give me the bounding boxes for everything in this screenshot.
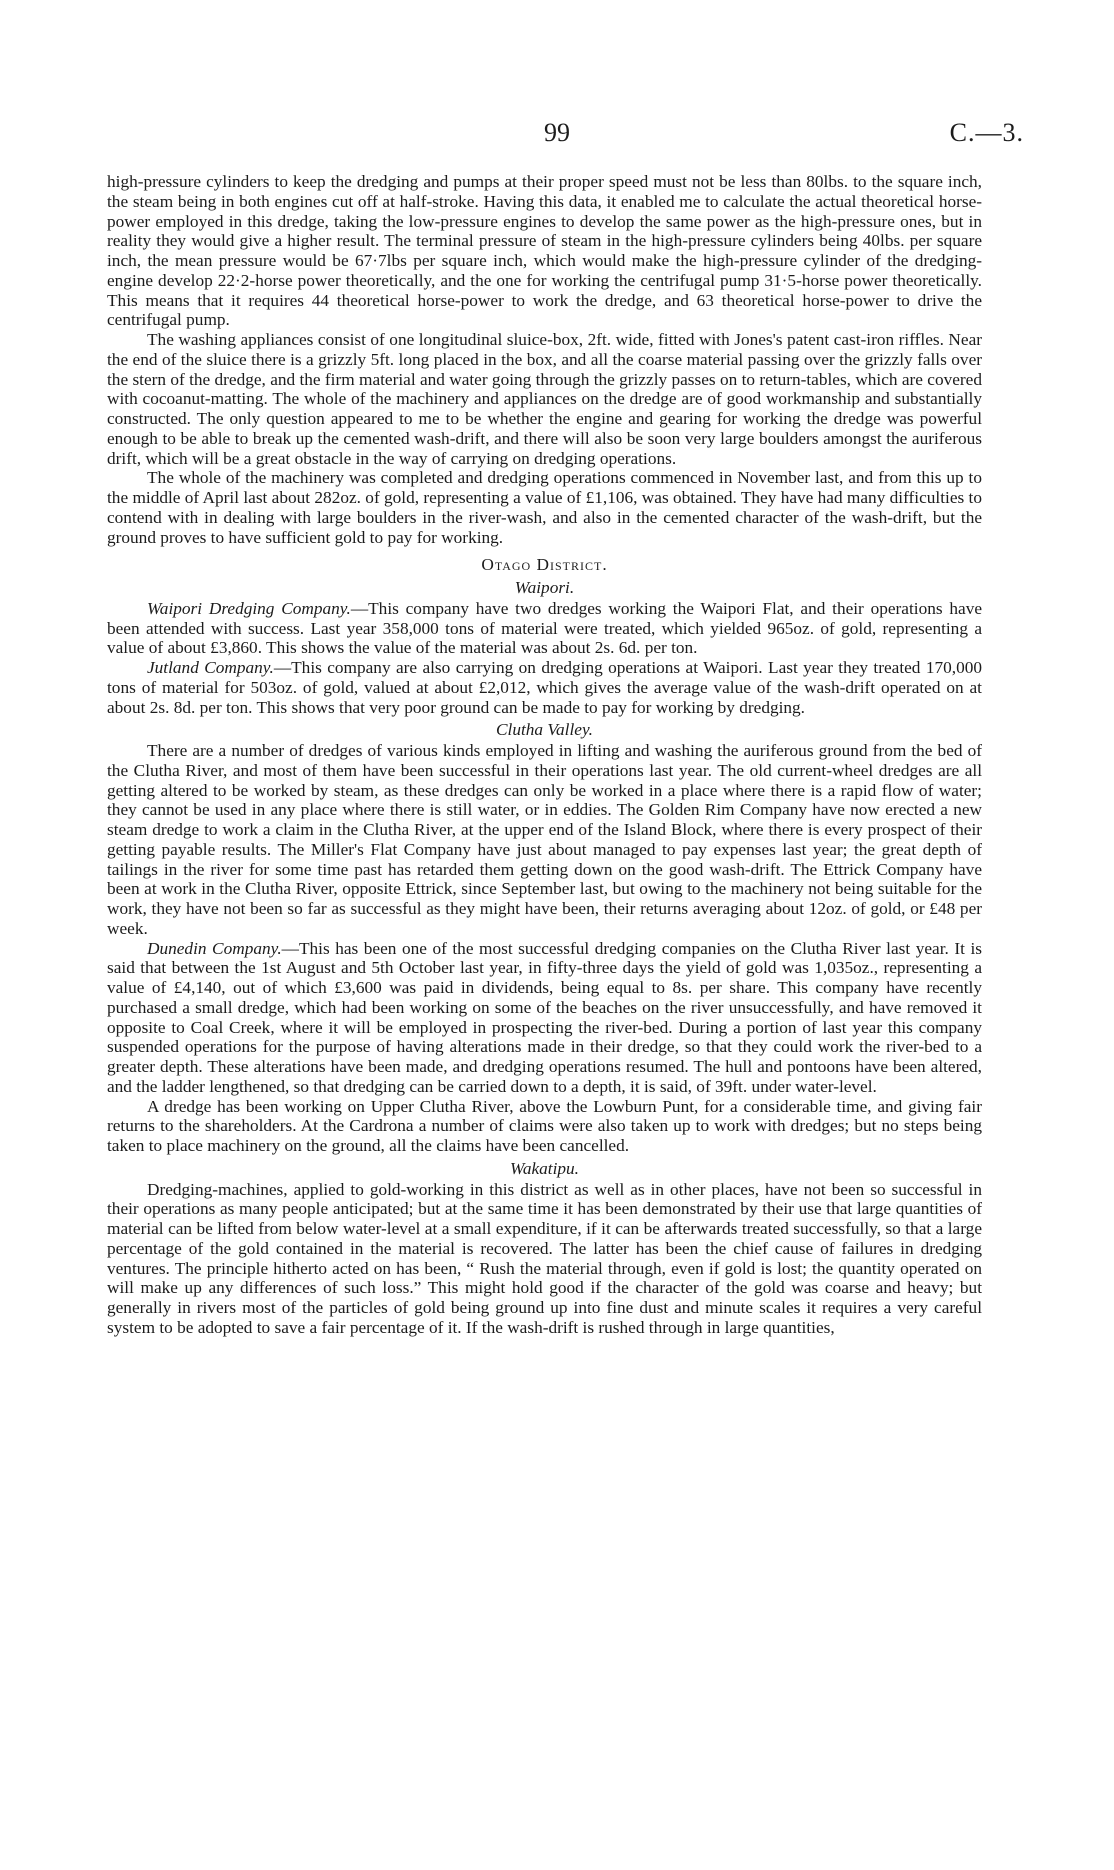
- paragraph-clutha-dredges: There are a number of dredges of various kinds employed in lifting and washing the auriferous ground from the bed of the Clutha River, and most of them have been successful in their operations last year. The old current-wheel dredges are all getting altered to be worked by steam, as these dredges can only be worked in a place where there is a rapid flow of water; they cannot be used in any place where there is still water, or in eddies. The Golden Rim Company have now erected a new steam dredge to work a claim in the Clutha River, at the upper end of the Island Block, where there is every prospect of their getting payable results. The Miller's Flat Company have just about managed to pay expenses last year; the great depth of tailings in the river for some time past has retarded them getting down on the good wash-drift. The Ettrick Company have been at work in the Clutha River, opposite Ettrick, since September last, but owing to the machinery not being suitable for the work, they have not been so far as successful as they might have been, their returns averaging about 12oz. of gold, or £48 per week.: [107, 741, 982, 938]
- page-header: [0, 118, 1114, 158]
- paragraph-jutland-company: [107, 658, 982, 717]
- page-reference: C.—3.: [949, 118, 1024, 147]
- paragraph-upper-clutha: A dredge has been working on Upper Clutha River, above the Lowburn Punt, for a considerable time, and giving fair returns to the shareholders. At the Cardrona a number of claims were also taken up to work with dredges; but no steps being taken to place machinery on the ground, all the claims have been cancelled.: [107, 1096, 982, 1155]
- page-number: 99: [544, 118, 570, 147]
- paragraph-machinery-completed: The whole of the machinery was completed and dredging operations commenced in November last, and from this up to the middle of April last about 282oz. of gold, representing a value of £1,106, was obtained. They have had many difficulties to contend with in dealing with large boulders in the river-wash, and also in the cemented character of the wash-drift, but the ground proves to have sufficient gold to pay for working.: [107, 468, 982, 547]
- paragraph-washing-appliances: The washing appliances consist of one longitudinal sluice-box, 2ft. wide, fitted with Jones's patent cast-iron riffles. Near the end of the sluice there is a grizzly 5ft. long placed in the box, and all the coarse material passing over the grizzly falls over the stern of the dredge, and the firm material and water going through the grizzly passes on to return-tables, which are covered with cocoanut-matting. The whole of the machinery and appliances on the dredge are of good workmanship and substantially constructed. The only question appeared to me to be whether the engine and gearing for working the dredge was powerful enough to be able to break up the cemented wash-drift, and there will also be soon very large boulders amongst the auriferous drift, which will be a great obstacle in the way of carrying on dredging operations.: [107, 330, 982, 468]
- company-name-dunedin: Dunedin Company.: [147, 938, 282, 958]
- company-name-waipori: Waipori Dredging Company.: [147, 598, 351, 618]
- subheading-wakatipu: Wakatipu.: [510, 1158, 579, 1178]
- page-body: [107, 172, 982, 1338]
- company-text-dunedin: —This has been one of the most successful dredging companies on the Clutha River last year. It is said that between the 1st August and 5th October last year, in fifty-three days the yield of gold was 1,035oz., representing a value of £4,140, out of which £3,600 was paid in dividends, being equal to 8s. per share. This company have recently purchased a small dredge, which had been working on some of the beaches on the river unsuccessfully, and have removed it opposite to Coal Creek, where it will be employed in prospecting the river-bed. During a portion of last year this company suspended operations for the purpose of having alterations made in their dredge, so that they could work the river-bed to a greater depth. These alterations have been made, and dredging operations resumed. The hull and pontoons have been altered, and the ladder lengthened, so that dredging can be carried down to a depth, it is said, of 39ft. under water-level.: [107, 938, 982, 1096]
- paragraph-horse-power: high-pressure cylinders to keep the dredging and pumps at their proper speed must not be less than 80lbs. to the square inch, the steam being in both engines cut off at half-stroke. Having this data, it enabled me to calculate the actual theoretical horse-power employed in this dredge, taking the low-pressure engines to develop the same power as the high-pressure ones, but in reality they would give a higher result. The terminal pressure of steam in the high-pressure cylinders being 40lbs. per square inch, the mean pressure would be 67·7lbs per square inch, which would make the high-pressure cylinder of the dredging-engine develop 22·2-horse power theoretically, and the one for working the centrifugal pump 31·5-horse power theoretically. This means that it requires 44 theoretical horse-power to work the dredge, and 63 theoretical horse-power to drive the centrifugal pump.: [107, 172, 982, 330]
- subheading-waipori: Waipori.: [514, 578, 575, 597]
- subheading-clutha-valley: Clutha Valley.: [496, 720, 593, 740]
- paragraph-wakatipu-dredging: Dredging-machines, applied to gold-working in this district as well as in other places, have not been so successful in their operations as many people anticipated; but at the same time it has been demonstrated by their use that large quantities of material can be lifted from below water-level at a small expenditure, if it can be afterwards treated successfully, so that a large percentage of the gold contained in the material is recovered. The latter has been the chief cause of failures in dredging ventures. The principle hitherto acted on has been, “ Rush the material through, even if gold is lost; the quantity operated on will make up any differences of such loss.” This might hold good if the character of the gold was coarse and heavy; but generally in rivers most of the particles of gold being ground up into fine dust and minute scales it requires a very careful system to be adopted to save a fair percentage of it. If the wash-drift is rushed through in large quantities,: [107, 1179, 982, 1337]
- company-text-jutland: —This company are also carrying on dredging operations at Waipori. Last year they treated 170,000 tons of material for 503oz. of gold, valued at about £2,012, which gives the average value of the wash-drift operated on at about 2s. 8d. per ton. This shows that very poor ground can be made to pay for working by dredging.: [107, 658, 982, 717]
- company-text-waipori: —This company have two dredges working the Waipori Flat, and their operations have been attended with success. Last year 358,000 tons of material were treated, which yielded 965oz. of gold, representing a value of about £3,860. This shows the value of the material was about 2s. 6d. per ton.: [107, 598, 982, 658]
- section-heading-otago: Otago District.: [481, 555, 608, 575]
- paragraph-waipori-company: [107, 599, 982, 658]
- paragraph-dunedin-company: [107, 939, 982, 1097]
- company-name-jutland: Jutland Company.: [147, 658, 274, 677]
